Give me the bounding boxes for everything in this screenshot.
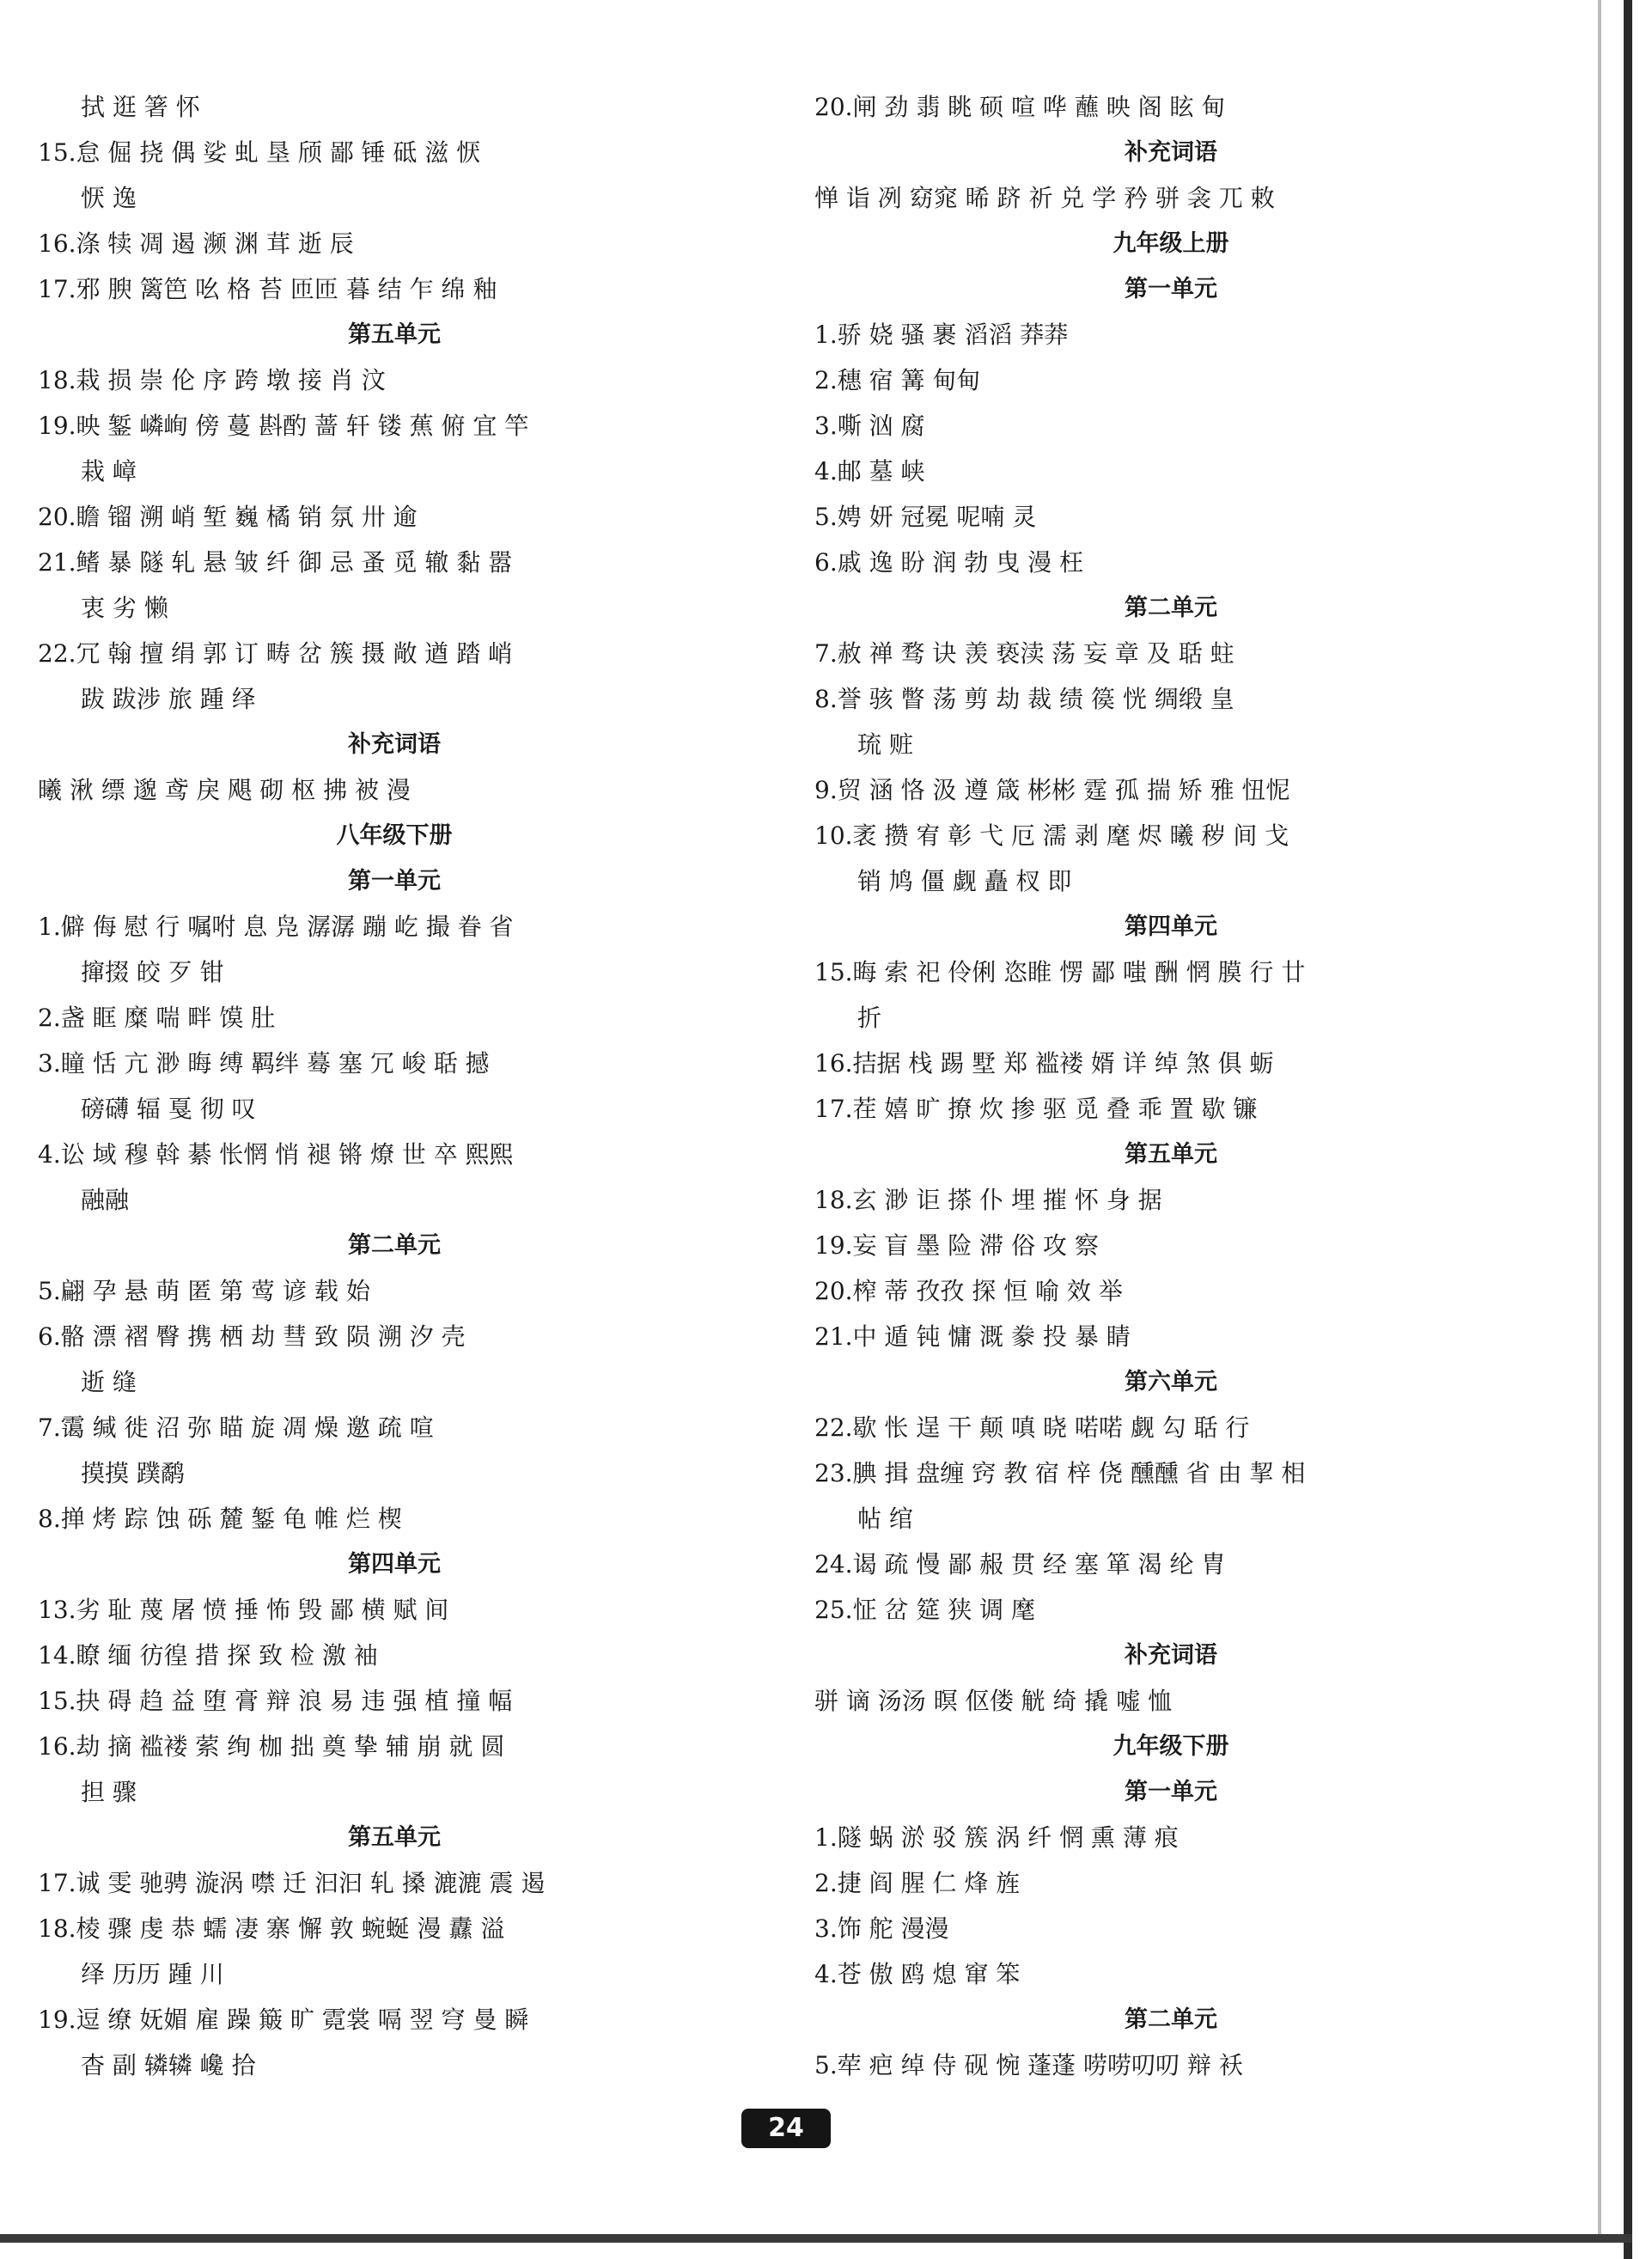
left-vocab-line: 3.瞳 恬 亢 渺 晦 缚 羁绊 蓦 塞 冗 峻 聒 撼 [38,1049,490,1078]
left-vocab-line: 19.逗 缭 妩媚 雇 躁 簸 旷 霓裳 嗝 翌 穹 曼 瞬 [38,2006,529,2034]
left-vocab-line: 15.抉 碍 趋 益 堕 膏 辩 浪 易 违 强 植 撞 幅 [38,1687,513,1715]
left-vocab-line: 14.瞭 缅 彷徨 措 探 致 检 激 袖 [38,1641,378,1670]
left-vocab-line: 7.霭 缄 徙 沼 弥 瞄 旋 凋 燥 邀 疏 喧 [38,1413,434,1442]
left-vocab-line: 20.瞻 镏 溯 峭 堑 巍 橘 销 氛 卅 逾 [38,503,418,531]
right-vocab-line: 17.茬 嬉 旷 撩 炊 掺 驱 觅 叠 乖 置 歇 镰 [814,1095,1258,1123]
left-vocab-line: 13.劣 耻 蔑 屠 愤 捶 怖 毁 鄙 横 赋 间 [38,1596,449,1624]
left-vocab-line: 磅礴 辐 戛 彻 叹 [81,1095,256,1123]
left-section-heading: 第一单元 [348,868,441,894]
left-vocab-line: 栽 嶂 [81,457,137,485]
scan-edge-inner [1598,0,1601,2234]
left-column [38,84,751,2088]
left-vocab-line: 18.棱 骤 虔 恭 蠕 凄 寨 懈 敦 蜿蜒 漫 纛 溢 [38,1914,505,1943]
right-vocab-line: 16.拮据 栈 踢 墅 郑 褴褛 婿 详 绰 煞 俱 蛎 [814,1049,1274,1078]
left-vocab-line: 担 骤 [81,1778,137,1806]
right-vocab-line: 24.谒 疏 慢 鄙 赧 贯 经 塞 箪 渴 纶 胄 [814,1550,1226,1578]
right-section-heading: 第四单元 [1125,913,1217,940]
right-vocab-line: 20.榨 蒂 孜孜 探 恒 喻 效 举 [814,1277,1123,1305]
left-vocab-line: 2.盏 眶 糜 喘 畔 馍 肚 [38,1004,276,1032]
right-vocab-line: 15.晦 索 祀 伶俐 恣睢 愣 鄙 嗤 酬 惘 膜 行 廿 [814,958,1306,986]
left-vocab-line: 22.冗 翰 擅 绢 郭 订 畴 岔 簇 摄 敞 遒 踏 峭 [38,639,513,668]
left-vocab-line: 1.僻 侮 慰 行 嘱咐 息 凫 潺潺 蹦 屹 撮 眷 省 [38,913,514,941]
left-vocab-line: 摸摸 蹼鹬 [81,1459,185,1487]
right-vocab-line: 22.歇 怅 逞 干 颠 嗔 晓 喏喏 觑 勾 聒 行 [814,1413,1250,1442]
right-vocab-line: 3.饰 舵 漫漫 [814,1914,949,1943]
left-vocab-line: 跋 跋涉 旅 踵 绎 [81,685,256,713]
left-vocab-line: 6.骼 漂 褶 臀 携 栖 劫 彗 致 陨 溯 汐 壳 [38,1322,466,1351]
right-vocab-line: 10.袤 攒 宥 彰 弋 厄 濡 剥 麾 烬 曦 秽 间 戈 [814,821,1289,850]
left-section-heading: 补充词语 [348,731,441,758]
right-vocab-line: 琉 赃 [857,730,913,759]
left-vocab-line: 19.映 錾 嶙峋 傍 蔓 斟酌 蔷 轩 镂 蕉 俯 宜 竿 [38,412,529,440]
right-vocab-line: 18.玄 渺 讵 搽 仆 埋 摧 怀 身 据 [814,1186,1162,1214]
right-vocab-line: 4.苍 傲 鸥 熄 窜 笨 [814,1960,1021,1988]
right-vocab-line: 20.闸 劲 翡 眺 硕 喧 哗 蘸 映 阁 眩 甸 [814,93,1226,121]
left-vocab-line: 曦 湫 缥 邈 鸢 戾 飓 砌 枢 拂 被 漫 [38,776,411,804]
right-section-heading: 第五单元 [1125,1141,1217,1168]
right-vocab-line: 2.捷 阎 腥 仁 烽 旌 [814,1869,1021,1897]
left-vocab-line: 4.讼 域 穆 斡 綦 怅惘 悄 褪 锵 燎 世 卒 熙熙 [38,1140,514,1169]
right-section-heading: 第一单元 [1125,276,1217,302]
right-vocab-line: 5.荦 疤 绰 侍 砚 惋 蓬蓬 唠唠叨叨 辩 袄 [814,2051,1243,2079]
left-vocab-line: 衷 劣 懒 [81,594,168,622]
right-vocab-line: 23.腆 揖 盘缠 窍 教 宿 梓 侥 醺醺 省 由 挈 相 [814,1459,1306,1487]
left-section-heading: 八年级下册 [336,822,453,849]
left-section-heading: 第二单元 [348,1232,441,1259]
right-section-heading: 补充词语 [1125,1642,1217,1669]
right-vocab-line: 7.赦 禅 骛 诀 羡 亵渎 荡 妄 章 及 聒 蛀 [814,639,1234,668]
left-vocab-line: 恹 逸 [81,184,137,212]
right-vocab-line: 25.怔 岔 筵 狭 调 麾 [814,1596,1036,1624]
left-vocab-line: 撺掇 皎 歹 钳 [81,958,224,986]
left-vocab-line: 杳 副 辚辚 巉 拾 [81,2051,256,2079]
left-vocab-line: 16.劫 摘 褴褛 萦 绚 枷 拙 奠 挚 辅 崩 就 圆 [38,1732,505,1761]
right-vocab-line: 1.隧 蜗 淤 驳 簇 涡 纤 惘 熏 薄 痕 [814,1823,1179,1852]
left-vocab-line: 21.鳍 暴 隧 轧 悬 皱 纤 御 忌 蚤 觅 辙 黏 嚣 [38,548,513,577]
left-vocab-line: 拭 逛 箸 怀 [81,93,200,121]
left-vocab-line: 绎 历历 踵 川 [81,1960,224,1988]
scan-edge-bottom [0,2234,1632,2243]
right-vocab-line: 3.嘶 汹 腐 [814,412,925,440]
right-vocab-line: 1.骄 娆 骚 裹 滔滔 莽莽 [814,321,1069,349]
left-section-heading: 第四单元 [348,1551,441,1578]
right-vocab-line: 6.戚 逸 盼 润 勃 曳 漫 枉 [814,548,1084,577]
right-column [814,84,1527,2088]
left-vocab-line: 融融 [81,1186,130,1214]
right-vocab-line: 折 [857,1004,882,1032]
left-vocab-line: 17.诚 雯 驰骋 漩涡 噤 迁 汩汩 轧 搡 漉漉 震 遏 [38,1869,546,1897]
right-vocab-line: 2.穗 宿 篝 甸甸 [814,366,981,394]
left-vocab-line: 17.邪 腴 篱笆 吆 格 苔 匝匝 暮 结 乍 绵 釉 [38,275,497,303]
page-number: 24 [741,2109,831,2148]
right-vocab-line: 惮 诣 冽 窈窕 晞 跻 祈 兑 学 矜 骈 衾 兀 敕 [814,184,1275,212]
right-section-heading: 第二单元 [1125,595,1217,621]
right-vocab-line: 5.娉 妍 冠冕 呢喃 灵 [814,503,1037,531]
right-vocab-line: 21.中 遁 钝 慵 溉 豢 投 暴 睛 [814,1322,1131,1351]
left-vocab-line: 15.怠 倔 挠 偶 娑 虬 垦 颀 鄙 锤 砥 滋 恹 [38,138,481,167]
right-section-heading: 第二单元 [1125,2006,1217,2033]
right-vocab-line: 销 鸠 僵 觑 矗 杈 即 [857,867,1072,895]
right-section-heading: 九年级上册 [1113,230,1229,257]
right-section-heading: 第六单元 [1125,1369,1217,1395]
left-vocab-line: 18.栽 损 崇 伦 序 跨 墩 接 肖 汶 [38,366,386,394]
right-section-heading: 补充词语 [1125,139,1217,166]
right-section-heading: 第一单元 [1125,1779,1217,1805]
left-section-heading: 第五单元 [348,321,441,348]
left-vocab-line: 16.涤 犊 凋 遏 濒 渊 茸 逝 辰 [38,229,354,258]
right-vocab-line: 骈 谪 汤汤 暝 伛偻 觥 绮 撬 嘘 恤 [814,1687,1173,1715]
right-section-heading: 九年级下册 [1113,1733,1229,1760]
left-vocab-line: 8.掸 烤 踪 蚀 砾 麓 錾 龟 帷 烂 楔 [38,1505,402,1533]
left-vocab-line: 逝 缝 [81,1368,137,1396]
left-vocab-line: 5.翩 孕 悬 萌 匿 第 莺 谚 载 始 [38,1277,370,1305]
right-vocab-line: 19.妄 盲 墨 险 滞 俗 攻 察 [814,1231,1099,1260]
left-section-heading: 第五单元 [348,1824,441,1851]
scan-edge-right [1624,0,1632,2259]
right-vocab-line: 4.邮 墓 峡 [814,457,925,485]
right-vocab-line: 8.誉 骇 瞥 荡 剪 劫 裁 绩 篌 恍 绸缎 皇 [814,685,1234,713]
right-vocab-line: 9.贸 涵 恪 汲 遵 箴 彬彬 霆 孤 揣 矫 雅 忸怩 [814,776,1290,804]
right-vocab-line: 帖 绾 [857,1505,913,1533]
